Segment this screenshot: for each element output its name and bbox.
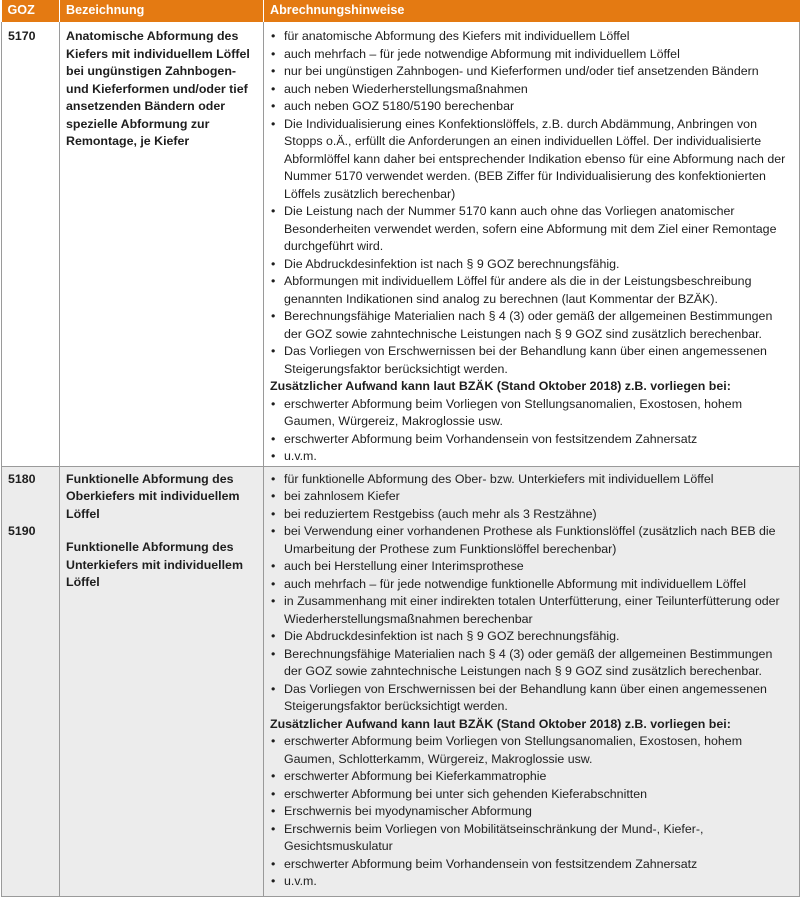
goz-table (1, 0, 800, 897)
goz-code-cell (2, 466, 60, 896)
list-item: • Die Individualisierung eines Konfektionslöffels, z.B. durch Abdämmung, Anbringen von Stopps o.Ä., erfüllt die Anforderungen an einen individuellen Löffel. Der individualisierte Abformlöffel kann daher bei entsprechender Indikation ebenso für eine Abformung nach der Nummer 5170 verwendet werden. (BEB Ziffer für Individualisierung des konfektionierten Löffels zusätzlich berechenbar) (270, 116, 793, 204)
header-abrechnungshinweise: Abrechnungshinweise (264, 0, 800, 22)
service-title: Funktionelle Abformung des Unterkiefers mit individuellem Löffel (66, 540, 243, 589)
list-item: • bei Verwendung einer vorhandenen Prothese als Funktionslöffel (zusätzlich nach BEB die Umarbeitung der Prothese zum Funktionslöffel berechenbar) (270, 523, 793, 558)
bezeichnung-cell (60, 466, 264, 896)
list-item: • Erschwernis bei myodynamischer Abformung (270, 803, 793, 821)
extra-notes-list (270, 733, 793, 891)
bezeichnung-cell (60, 22, 264, 466)
notes-list (270, 28, 793, 378)
list-item: • Abformungen mit individuellem Löffel für andere als die in der Leistungsbeschreibung genannten Indikationen sind analog zu berechnen (laut Kommentar der BZÄK). (270, 273, 793, 308)
list-item: • auch bei Herstellung einer Interimsprothese (270, 558, 793, 576)
list-item: • Die Abdruckdesinfektion ist nach § 9 GOZ berechnungsfähig. (270, 256, 793, 274)
extra-notes-list (270, 396, 793, 466)
service-title: Funktionelle Abformung des Oberkiefers mit individuellem Löffel (66, 471, 240, 521)
list-item: • in Zusammenhang mit einer indirekten totalen Unterfütterung, einer Teilunterfütterung oder Wiederherstellungsmaßnahmen berechenbar (270, 593, 793, 628)
notes-list (270, 471, 793, 716)
table-row (2, 22, 800, 466)
list-item: • erschwerter Abformung beim Vorhandensein von festsitzendem Zahnersatz (270, 431, 793, 449)
service-title: Anatomische Abformung des Kiefers mit individuellem Löffel bei ungünstigen Zahnbogen- und Kieferformen und/oder tief ansetzenden Bändern oder spezielle Abformung zur Remontage, je Kiefer (66, 29, 250, 148)
list-item: • bei zahnlosem Kiefer (270, 488, 793, 506)
list-item: • Berechnungsfähige Materialien nach § 4 (3) oder gemäß der allgemeinen Bestimmungen der GOZ sowie zahntechnische Leistungen nach § 9 GOZ sind zusätzlich berechenbar. (270, 308, 793, 343)
list-item: • Das Vorliegen von Erschwernissen bei der Behandlung kann über einen angemessenen Steigerungsfaktor berücksichtigt werden. (270, 681, 793, 716)
hinweise-cell (264, 22, 800, 466)
list-item: • erschwerter Abformung beim Vorhandensein von festsitzendem Zahnersatz (270, 856, 793, 874)
list-item: • auch mehrfach – für jede notwendige funktionelle Abformung mit individuellem Löffel (270, 576, 793, 594)
list-item: • bei reduziertem Restgebiss (auch mehr als 3 Restzähne) (270, 506, 793, 524)
list-item: • u.v.m. (270, 448, 793, 466)
list-item: • auch neben Wiederherstellungsmaßnahmen (270, 81, 793, 99)
list-item: • für funktionelle Abformung des Ober- bzw. Unterkiefers mit individuellem Löffel (270, 471, 793, 489)
list-item: • erschwerter Abformung bei Kieferkammatrophie (270, 768, 793, 786)
list-item: • Die Leistung nach der Nummer 5170 kann auch ohne das Vorliegen anatomischer Besonderheiten verwendet werden, sofern eine Abformung mit dem Ziel einer Remontage durchgeführt wird. (270, 203, 793, 256)
extra-effort-heading: Zusätzlicher Aufwand kann laut BZÄK (Stand Oktober 2018) z.B. vorliegen bei: (270, 716, 731, 731)
table-header-row (2, 0, 800, 22)
list-item: • erschwerter Abformung bei unter sich gehenden Kieferabschnitten (270, 786, 793, 804)
table-row (2, 466, 800, 896)
list-item: • für anatomische Abformung des Kiefers mit individuellem Löffel (270, 28, 793, 46)
list-item: • Das Vorliegen von Erschwernissen bei der Behandlung kann über einen angemessenen Steigerungsfaktor berücksichtigt werden. (270, 343, 793, 378)
goz-code-cell (2, 22, 60, 466)
list-item: • Berechnungsfähige Materialien nach § 4 (3) oder gemäß der allgemeinen Bestimmungen der GOZ sowie zahntechnische Leistungen nach § 9 GOZ sind zusätzlich berechenbar. (270, 646, 793, 681)
list-item: • erschwerter Abformung beim Vorliegen von Stellungsanomalien, Exostosen, hohem Gaumen, Schlotterkamm, Würgereiz, Makroglossie usw. (270, 733, 793, 768)
list-item: • auch mehrfach – für jede notwendige Abformung mit individuellem Löffel (270, 46, 793, 64)
goz-code: 5180 (8, 471, 36, 486)
header-goz: GOZ (2, 0, 60, 22)
list-item: • auch neben GOZ 5180/5190 berechenbar (270, 98, 793, 116)
goz-code: 5170 (8, 29, 36, 43)
goz-code: 5190 (8, 524, 36, 538)
list-item: • nur bei ungünstigen Zahnbogen- und Kieferformen und/oder tief ansetzenden Bändern (270, 63, 793, 81)
list-item: • u.v.m. (270, 873, 793, 891)
list-item: • Erschwernis beim Vorliegen von Mobilitätseinschränkung der Mund-, Kiefer-, Gesichtsmuskulatur (270, 821, 793, 856)
extra-effort-heading: Zusätzlicher Aufwand kann laut BZÄK (Stand Oktober 2018) z.B. vorliegen bei: (270, 379, 731, 393)
list-item: • Die Abdruckdesinfektion ist nach § 9 GOZ berechnungsfähig. (270, 628, 793, 646)
hinweise-cell (264, 466, 800, 896)
header-bezeichnung: Bezeichnung (60, 0, 264, 22)
list-item: • erschwerter Abformung beim Vorliegen von Stellungsanomalien, Exostosen, hohem Gaumen, Würgereiz, Makroglossie usw. (270, 396, 793, 431)
